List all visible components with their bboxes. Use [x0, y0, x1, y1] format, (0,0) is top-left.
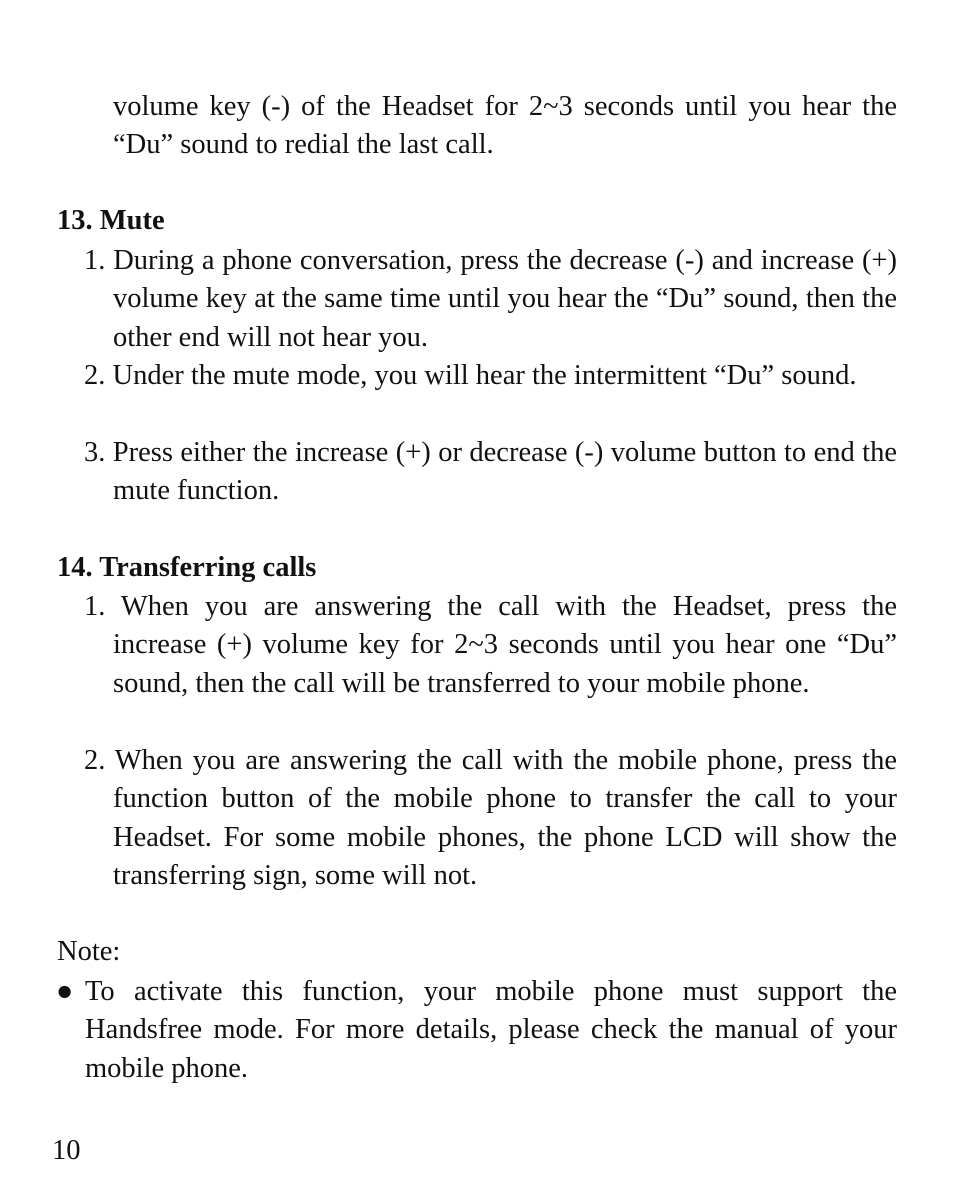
section-heading-mute: 13. Mute — [57, 205, 165, 236]
page-number: 10 — [52, 1135, 81, 1166]
note-bullet-text: To activate this function, your mobile phone must support the Handsfree mode. For more details, please check the manual of your mobile phone. — [85, 976, 897, 1084]
note-label: Note: — [57, 936, 121, 967]
mute-step-1: 1. During a phone conversation, press the decrease (-) and increase (+) volume key at the same time until you hear the “Du” sound, then the other end will not hear you. — [84, 245, 897, 353]
transfer-step-2: 2. When you are answering the call with the mobile phone, press the function button of the mobile phone to transfer the call to your Headset. For some mobile phones, the phone LCD will show the transferring sign, some will not. — [84, 745, 897, 892]
intro-paragraph: volume key (-) of the Headset for 2~3 seconds until you hear the “Du” sound to redial the last call. — [113, 91, 897, 161]
mute-step-3: 3. Press either the increase (+) or decrease (-) volume button to end the mute function. — [84, 437, 897, 507]
note-bullet-item — [56, 973, 897, 1088]
transfer-step-1: 1. When you are answering the call with the Headset, press the increase (+) volume key for 2~3 seconds until you hear one “Du” sound, then the call will be transferred to your mobile phone. — [84, 591, 897, 699]
bullet-icon: ● — [56, 976, 74, 1007]
mute-step-2: 2. Under the mute mode, you will hear the intermittent “Du” sound. — [84, 360, 857, 391]
section-heading-transferring-calls: 14. Transferring calls — [57, 552, 317, 583]
